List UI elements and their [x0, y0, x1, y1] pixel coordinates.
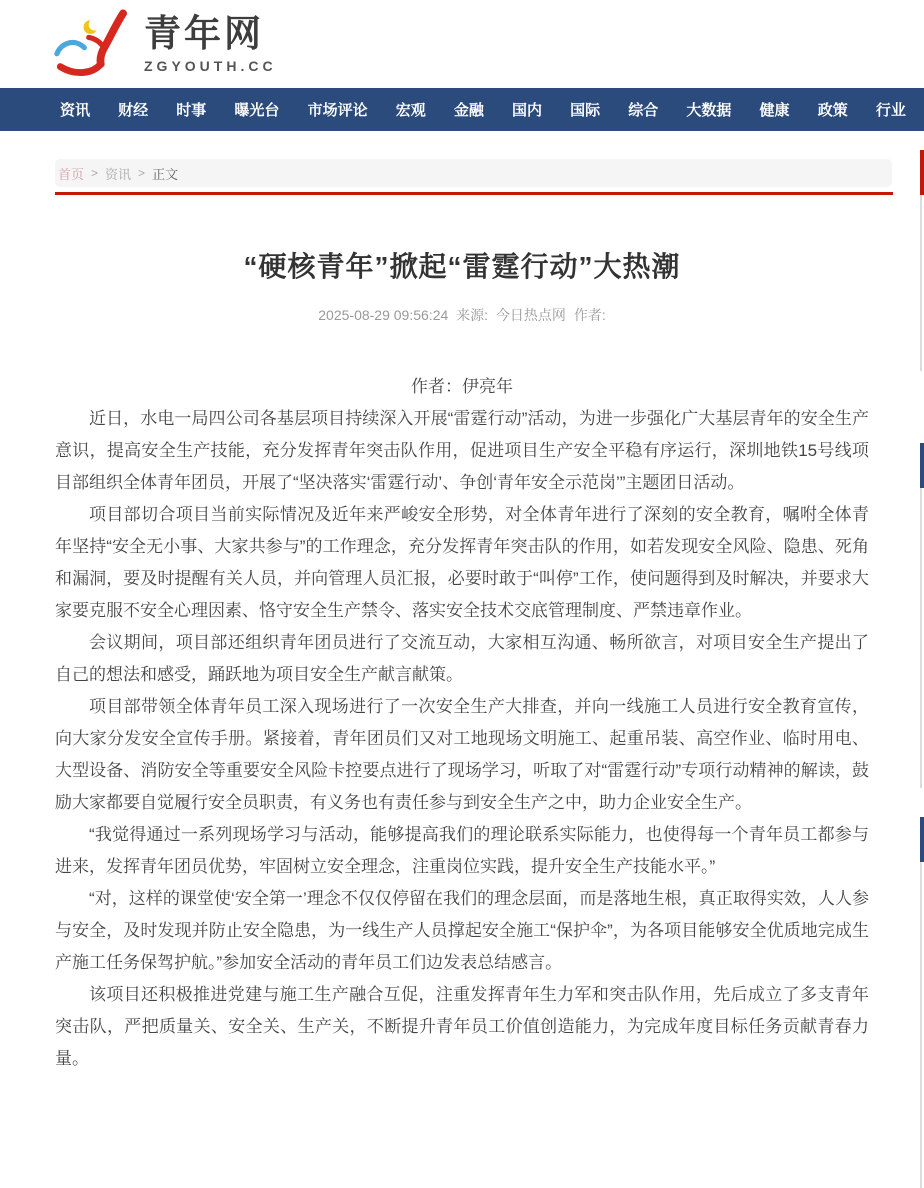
article-body: [55, 371, 869, 1075]
sidebar-box1-border-sliver: [920, 195, 922, 371]
nav-item-caijing[interactable]: 财经: [118, 102, 149, 119]
nav-item-hangye[interactable]: 行业: [875, 102, 906, 119]
sidebar-box2-border-sliver: [920, 488, 922, 788]
article: [0, 245, 924, 1075]
site-header: [0, 0, 924, 88]
author-line: 作者：伊亮年: [411, 377, 513, 396]
right-sidebar-sliver: [919, 0, 924, 1188]
article-source-label: 来源:: [456, 307, 489, 323]
site-domain: ZGYOUTH.CC: [144, 58, 277, 75]
sidebar-box3-border-sliver: [920, 862, 922, 1188]
article-title: “硬核青年”掀起“雷霆行动”大热潮: [243, 251, 681, 282]
nav-item-zhengce[interactable]: 政策: [817, 102, 848, 119]
nav-item-guonei[interactable]: 国内: [511, 102, 542, 119]
main-nav: [0, 88, 924, 131]
nav-item-zixun[interactable]: 资讯: [60, 102, 91, 119]
site-logo[interactable]: [50, 5, 277, 83]
article-paragraph: 会议期间，项目部还组织青年团员进行了交流互动，大家相互沟通、畅所欲言，对项目安全生产提出了自己的想法和感受，踊跃地为项目安全生产献言献策。: [55, 633, 869, 684]
nav-item-baoguangtai[interactable]: 曝光台: [234, 102, 280, 119]
nav-item-shishi[interactable]: 时事: [176, 102, 207, 119]
nav-item-jinrong[interactable]: 金融: [453, 102, 484, 119]
nav-item-hongguan[interactable]: 宏观: [395, 102, 426, 119]
nav-item-dashuju[interactable]: 大数据: [686, 102, 732, 119]
article-meta: [55, 305, 869, 325]
article-paragraph: 近日，水电一局四公司各基层项目持续深入开展“雷霆行动”活动，为进一步强化广大基层青年的安全生产意识，提高安全生产技能，充分发挥青年突击队作用，促进项目生产安全平稳有序运行，深圳地铁15号线项目部组织全体青年团员，开展了“坚决落实‘雷霆行动’、争创‘青年安全示范岗’”主题团日活动。: [55, 409, 869, 492]
article-author-label: 作者:: [573, 307, 606, 323]
nav-item-shichangpinglun[interactable]: 市场评论: [307, 102, 368, 119]
breadcrumb-separator: >: [138, 166, 146, 180]
article-paragraph: 该项目还积极推进党建与施工生产融合互促，注重发挥青年生力军和突击队作用，先后成立了多支青年突击队，严把质量关、安全关、生产关，不断提升青年员工价值创造能力，为完成年度目标任务贡献青春力量。: [55, 985, 869, 1068]
red-divider: [55, 192, 893, 195]
breadcrumb-separator: >: [91, 166, 99, 180]
article-source: 今日热点网: [495, 307, 566, 323]
sidebar-box1-header-sliver: [920, 150, 924, 195]
breadcrumb-home[interactable]: 首页: [58, 166, 85, 182]
logo-figure-icon: [50, 9, 136, 83]
breadcrumb-current: 正文: [152, 166, 179, 182]
breadcrumb-section[interactable]: 资讯: [105, 166, 132, 182]
sidebar-box3-header-sliver: [920, 817, 924, 862]
site-name: 青年网: [144, 12, 264, 54]
article-paragraph: 项目部带领全体青年员工深入现场进行了一次安全生产大排查，并向一线施工人员进行安全教育宣传，向大家分发安全宣传手册。紧接着，青年团员们又对工地现场文明施工、起重吊装、高空作业、临时用电、大型设备、消防安全等重要安全风险卡控要点进行了现场学习，听取了对“雷霆行动”专项行动精神的解读，鼓励大家都要自觉履行安全员职责，有义务也有责任参与到安全生产之中，助力企业安全生产。: [55, 697, 869, 812]
breadcrumb: [55, 159, 892, 187]
nav-item-jiankang[interactable]: 健康: [759, 102, 790, 119]
article-paragraph: “对，这样的课堂使‘安全第一’理念不仅仅停留在我们的理念层面，而是落地生根，真正取得实效，人人参与安全，及时发现并防止安全隐患，为一线生产人员撑起安全施工“保护伞”，为各项目能够安全优质地完成生产施工任务保驾护航。”参加安全活动的青年员工们边发表总结感言。: [55, 889, 869, 972]
article-paragraph: 项目部切合项目当前实际情况及近年来严峻安全形势，对全体青年进行了深刻的安全教育，嘱咐全体青年坚持“安全无小事、大家共参与”的工作理念，充分发挥青年突击队的作用，如若发现安全风险、隐患、死角和漏洞，要及时提醒有关人员，并向管理人员汇报，必要时敢于“叫停”工作，使问题得到及时解决，并要求大家要克服不安全心理因素、恪守安全生产禁令、落实安全技术交底管理制度、严禁违章作业。: [55, 505, 869, 620]
article-datetime: 2025-08-29 09:56:24: [318, 307, 449, 323]
article-paragraph: “我觉得通过一系列现场学习与活动，能够提高我们的理论联系实际能力，也使得每一个青年员工都参与进来，发挥青年团员优势，牢固树立安全理念，注重岗位实践，提升安全生产技能水平。”: [55, 825, 869, 876]
sidebar-box2-header-sliver: [920, 443, 924, 488]
nav-item-guoji[interactable]: 国际: [570, 102, 601, 119]
nav-item-zonghe[interactable]: 综合: [628, 102, 659, 119]
